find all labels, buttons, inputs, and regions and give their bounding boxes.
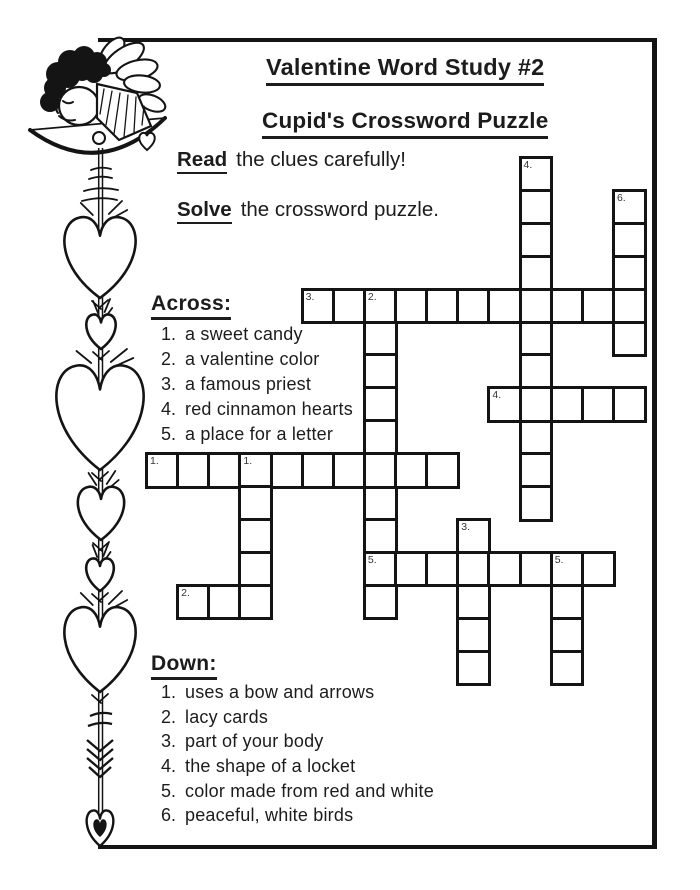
clue-text: peaceful, white birds xyxy=(185,805,354,826)
arrow-fletching-icon xyxy=(87,713,113,777)
crossword-cell[interactable] xyxy=(363,485,398,522)
clue-text: color made from red and white xyxy=(185,780,434,801)
crossword-cell[interactable] xyxy=(612,189,647,226)
cell-number: 4. xyxy=(492,389,502,402)
crossword-cell[interactable] xyxy=(394,452,429,489)
down-heading: Down: xyxy=(151,652,217,680)
instruction-read-rest: the clues carefully! xyxy=(236,148,406,171)
clue-number: 2. xyxy=(160,706,176,727)
crossword-cell[interactable] xyxy=(612,222,647,259)
instruction-solve-lead: Solve xyxy=(177,198,232,224)
page-subtitle: Cupid's Crossword Puzzle xyxy=(262,108,548,139)
cell-number: 5. xyxy=(554,553,564,566)
crossword-cell[interactable] xyxy=(487,386,522,423)
down-clue-4 xyxy=(150,756,434,781)
heart-icon xyxy=(56,365,143,470)
clue-text: a famous priest xyxy=(185,374,312,394)
crossword-cell[interactable] xyxy=(394,551,429,588)
crossword-cell[interactable] xyxy=(519,288,554,325)
across-clue-5 xyxy=(150,424,353,449)
crossword-cell[interactable] xyxy=(238,584,273,621)
clue-number: 3. xyxy=(160,374,176,394)
heart-icon xyxy=(64,217,135,298)
crossword-cell[interactable] xyxy=(581,551,616,588)
crossword-cell[interactable] xyxy=(519,386,554,423)
arrow-impact-dash xyxy=(99,593,108,601)
crossword-cell[interactable] xyxy=(238,485,273,522)
arrow-heart-tip-icon xyxy=(87,810,114,846)
down-clue-1 xyxy=(150,682,434,707)
crossword-cell[interactable] xyxy=(332,288,367,325)
crossword-cell[interactable] xyxy=(519,222,554,259)
crossword-cell[interactable] xyxy=(207,452,242,489)
crossword-cell[interactable] xyxy=(519,419,554,456)
crossword-cell[interactable] xyxy=(363,321,398,358)
crossword-cell[interactable] xyxy=(456,584,491,621)
clue-number: 4. xyxy=(160,399,176,419)
arrow-impact-dash xyxy=(81,203,93,215)
down-clue-6 xyxy=(150,805,434,830)
page-border-right xyxy=(652,38,657,849)
arrow-impact-dash xyxy=(100,351,109,359)
crossword-cell[interactable] xyxy=(363,518,398,555)
crossword-cell[interactable] xyxy=(519,189,554,226)
cell-number: 6. xyxy=(616,191,626,204)
clue-number: 1. xyxy=(160,324,176,344)
down-clue-2 xyxy=(150,707,434,732)
crossword-cell[interactable] xyxy=(363,452,398,489)
crossword-cell[interactable] xyxy=(581,288,616,325)
crossword-cell[interactable] xyxy=(550,650,585,687)
heart-icon xyxy=(78,487,124,540)
cell-number: 3. xyxy=(461,520,471,533)
crossword-cell[interactable] xyxy=(238,551,273,588)
crossword-cell[interactable] xyxy=(363,419,398,456)
crossword-cell[interactable] xyxy=(176,452,211,489)
heart-icon xyxy=(64,607,135,692)
crossword-cell[interactable] xyxy=(176,584,211,621)
cell-number: 3. xyxy=(305,290,315,303)
across-clue-1 xyxy=(150,324,353,349)
crossword-cell[interactable] xyxy=(207,584,242,621)
crossword-cell[interactable] xyxy=(238,452,273,489)
arrow-impact-dash xyxy=(111,349,127,362)
crossword-cell[interactable] xyxy=(425,452,460,489)
clue-text: part of your body xyxy=(185,731,324,752)
clue-number: 6. xyxy=(160,805,176,826)
crossword-cell[interactable] xyxy=(487,288,522,325)
instruction-read-lead: Read xyxy=(177,148,227,174)
crossword-cell[interactable] xyxy=(456,551,491,588)
cell-number: 5. xyxy=(367,553,377,566)
arrow-impact-dash xyxy=(99,694,108,702)
across-clue-3 xyxy=(150,374,353,399)
crossword-cell[interactable] xyxy=(456,518,491,555)
heart-chain xyxy=(56,201,143,703)
heart-icon xyxy=(86,558,114,591)
crossword-cell[interactable] xyxy=(332,452,367,489)
crossword-cell[interactable] xyxy=(612,386,647,423)
crossword-cell[interactable] xyxy=(145,452,180,489)
clue-number: 4. xyxy=(160,756,176,777)
crossword-cell[interactable] xyxy=(519,353,554,390)
clue-number: 5. xyxy=(160,780,176,801)
instruction-solve xyxy=(177,198,439,222)
down-clue-3 xyxy=(150,731,434,756)
crossword-cell[interactable] xyxy=(519,321,554,358)
cupid-nose xyxy=(57,106,59,113)
clue-text: a sweet candy xyxy=(185,324,303,344)
page-title: Valentine Word Study #2 xyxy=(266,54,544,86)
crossword-cell[interactable] xyxy=(363,551,398,588)
arrow-impact-dash xyxy=(109,591,122,604)
crossword-cell[interactable] xyxy=(519,452,554,489)
clue-text: the shape of a locket xyxy=(185,756,356,777)
down-clue-5 xyxy=(150,781,434,806)
down-clue-list xyxy=(150,682,434,830)
clue-text: uses a bow and arrows xyxy=(185,682,375,702)
crossword-cell[interactable] xyxy=(394,288,429,325)
small-heart-icon xyxy=(139,133,154,150)
crossword-cell[interactable] xyxy=(363,386,398,423)
cell-number: 1. xyxy=(243,455,253,468)
crossword-cell[interactable] xyxy=(550,551,585,588)
crossword-cell[interactable] xyxy=(612,321,647,358)
crossword-cell[interactable] xyxy=(550,386,585,423)
cell-number: 2. xyxy=(181,586,190,599)
clue-number: 1. xyxy=(160,682,176,702)
crossword-cell[interactable] xyxy=(301,288,336,325)
arrow-impact-dash xyxy=(109,201,122,214)
clue-text: red cinnamon hearts xyxy=(185,399,353,419)
crossword-cell[interactable] xyxy=(363,288,398,325)
crossword-cell[interactable] xyxy=(519,485,554,522)
crossword-cell[interactable] xyxy=(550,288,585,325)
crossword-cell[interactable] xyxy=(363,584,398,621)
crossword-cell[interactable] xyxy=(550,617,585,654)
crossword-cell[interactable] xyxy=(612,255,647,292)
crossword-cell[interactable] xyxy=(487,551,522,588)
crossword-cell[interactable] xyxy=(425,551,460,588)
crossword-cell[interactable] xyxy=(519,156,554,193)
arrow-impact-dash xyxy=(76,351,91,363)
clue-text: lacy cards xyxy=(185,706,269,727)
instruction-solve-rest: the crossword puzzle. xyxy=(240,198,439,221)
clue-number: 2. xyxy=(160,349,176,369)
instruction-read xyxy=(177,148,406,172)
arrow-nock-ticks xyxy=(82,168,118,201)
across-clue-list xyxy=(150,324,353,449)
arrow-impact-dash xyxy=(81,593,93,605)
crossword-cell[interactable] xyxy=(581,386,616,423)
cupid-hand xyxy=(93,132,105,144)
crossword-cell[interactable] xyxy=(301,452,336,489)
crossword-cell[interactable] xyxy=(519,255,554,292)
arrow-impact-dash xyxy=(93,301,98,313)
clue-text: a place for a letter xyxy=(185,424,334,444)
crossword-cell[interactable] xyxy=(519,551,554,588)
crossword-cell[interactable] xyxy=(456,288,491,325)
crossword-cell[interactable] xyxy=(270,452,305,489)
crossword-cell[interactable] xyxy=(550,584,585,621)
across-heading: Across: xyxy=(151,292,231,320)
crossword-cell[interactable] xyxy=(612,288,647,325)
arrow-impact-dash xyxy=(99,472,108,480)
across-clue-2 xyxy=(150,349,353,374)
crossword-cell[interactable] xyxy=(363,353,398,390)
cell-number: 4. xyxy=(523,159,533,171)
crossword-cell[interactable] xyxy=(456,617,491,654)
across-clue-4 xyxy=(150,399,353,424)
clue-number: 5. xyxy=(160,424,176,444)
heart-icon xyxy=(86,314,115,349)
clue-number: 3. xyxy=(160,731,176,752)
crossword-cell[interactable] xyxy=(456,650,491,687)
clue-text: a valentine color xyxy=(185,349,320,369)
crossword-cell[interactable] xyxy=(238,518,273,555)
crossword-cell[interactable] xyxy=(425,288,460,325)
cell-number: 2. xyxy=(367,290,377,303)
cell-number: 1. xyxy=(150,455,159,468)
